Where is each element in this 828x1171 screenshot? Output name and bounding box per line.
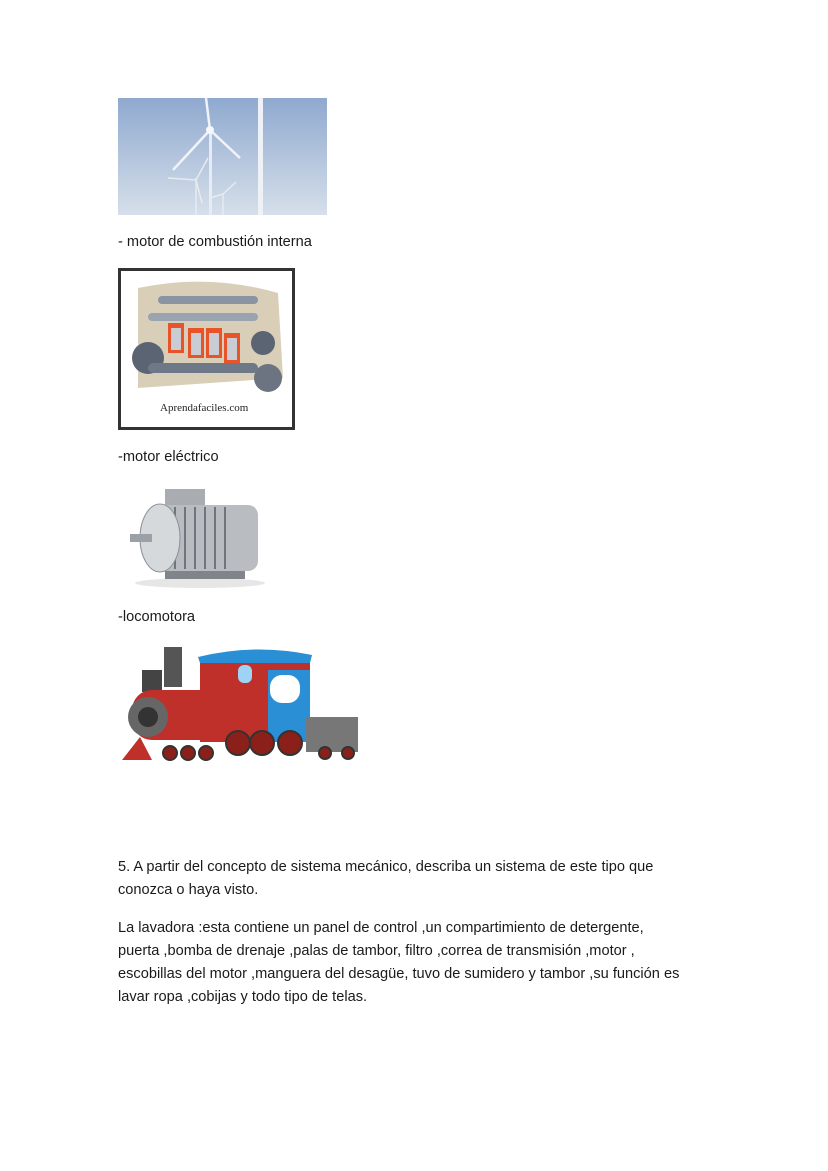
label-locomotive: -locomotora bbox=[118, 609, 196, 625]
electric-motor-image bbox=[120, 485, 270, 590]
question-line: conozca o haya visto. bbox=[118, 882, 259, 898]
combustion-engine-image bbox=[118, 268, 295, 430]
answer-line: escobillas del motor ,manguera del desagüe, tuvo de sumidero y tambor ,su función es bbox=[118, 966, 680, 982]
label-combustion-engine: - motor de combustión interna bbox=[118, 234, 312, 250]
locomotive-image bbox=[120, 645, 360, 765]
wind-turbines-image bbox=[118, 98, 327, 215]
svg-text:Aprendafaciles.com: Aprendafaciles.com bbox=[160, 402, 249, 414]
answer-line: La lavadora :esta contiene un panel de control ,un compartimiento de detergente, bbox=[118, 920, 644, 936]
label-electric-motor: -motor eléctrico bbox=[118, 449, 219, 465]
answer-line: puerta ,bomba de drenaje ,palas de tambor, filtro ,correa de transmisión ,motor , bbox=[118, 943, 635, 959]
answer-paragraph bbox=[118, 917, 738, 1009]
question-line: 5. A partir del concepto de sistema mecánico, describa un sistema de este tipo que bbox=[118, 859, 654, 875]
answer-line: lavar ropa ,cobijas y todo tipo de telas. bbox=[118, 989, 368, 1005]
question-5 bbox=[118, 856, 738, 902]
